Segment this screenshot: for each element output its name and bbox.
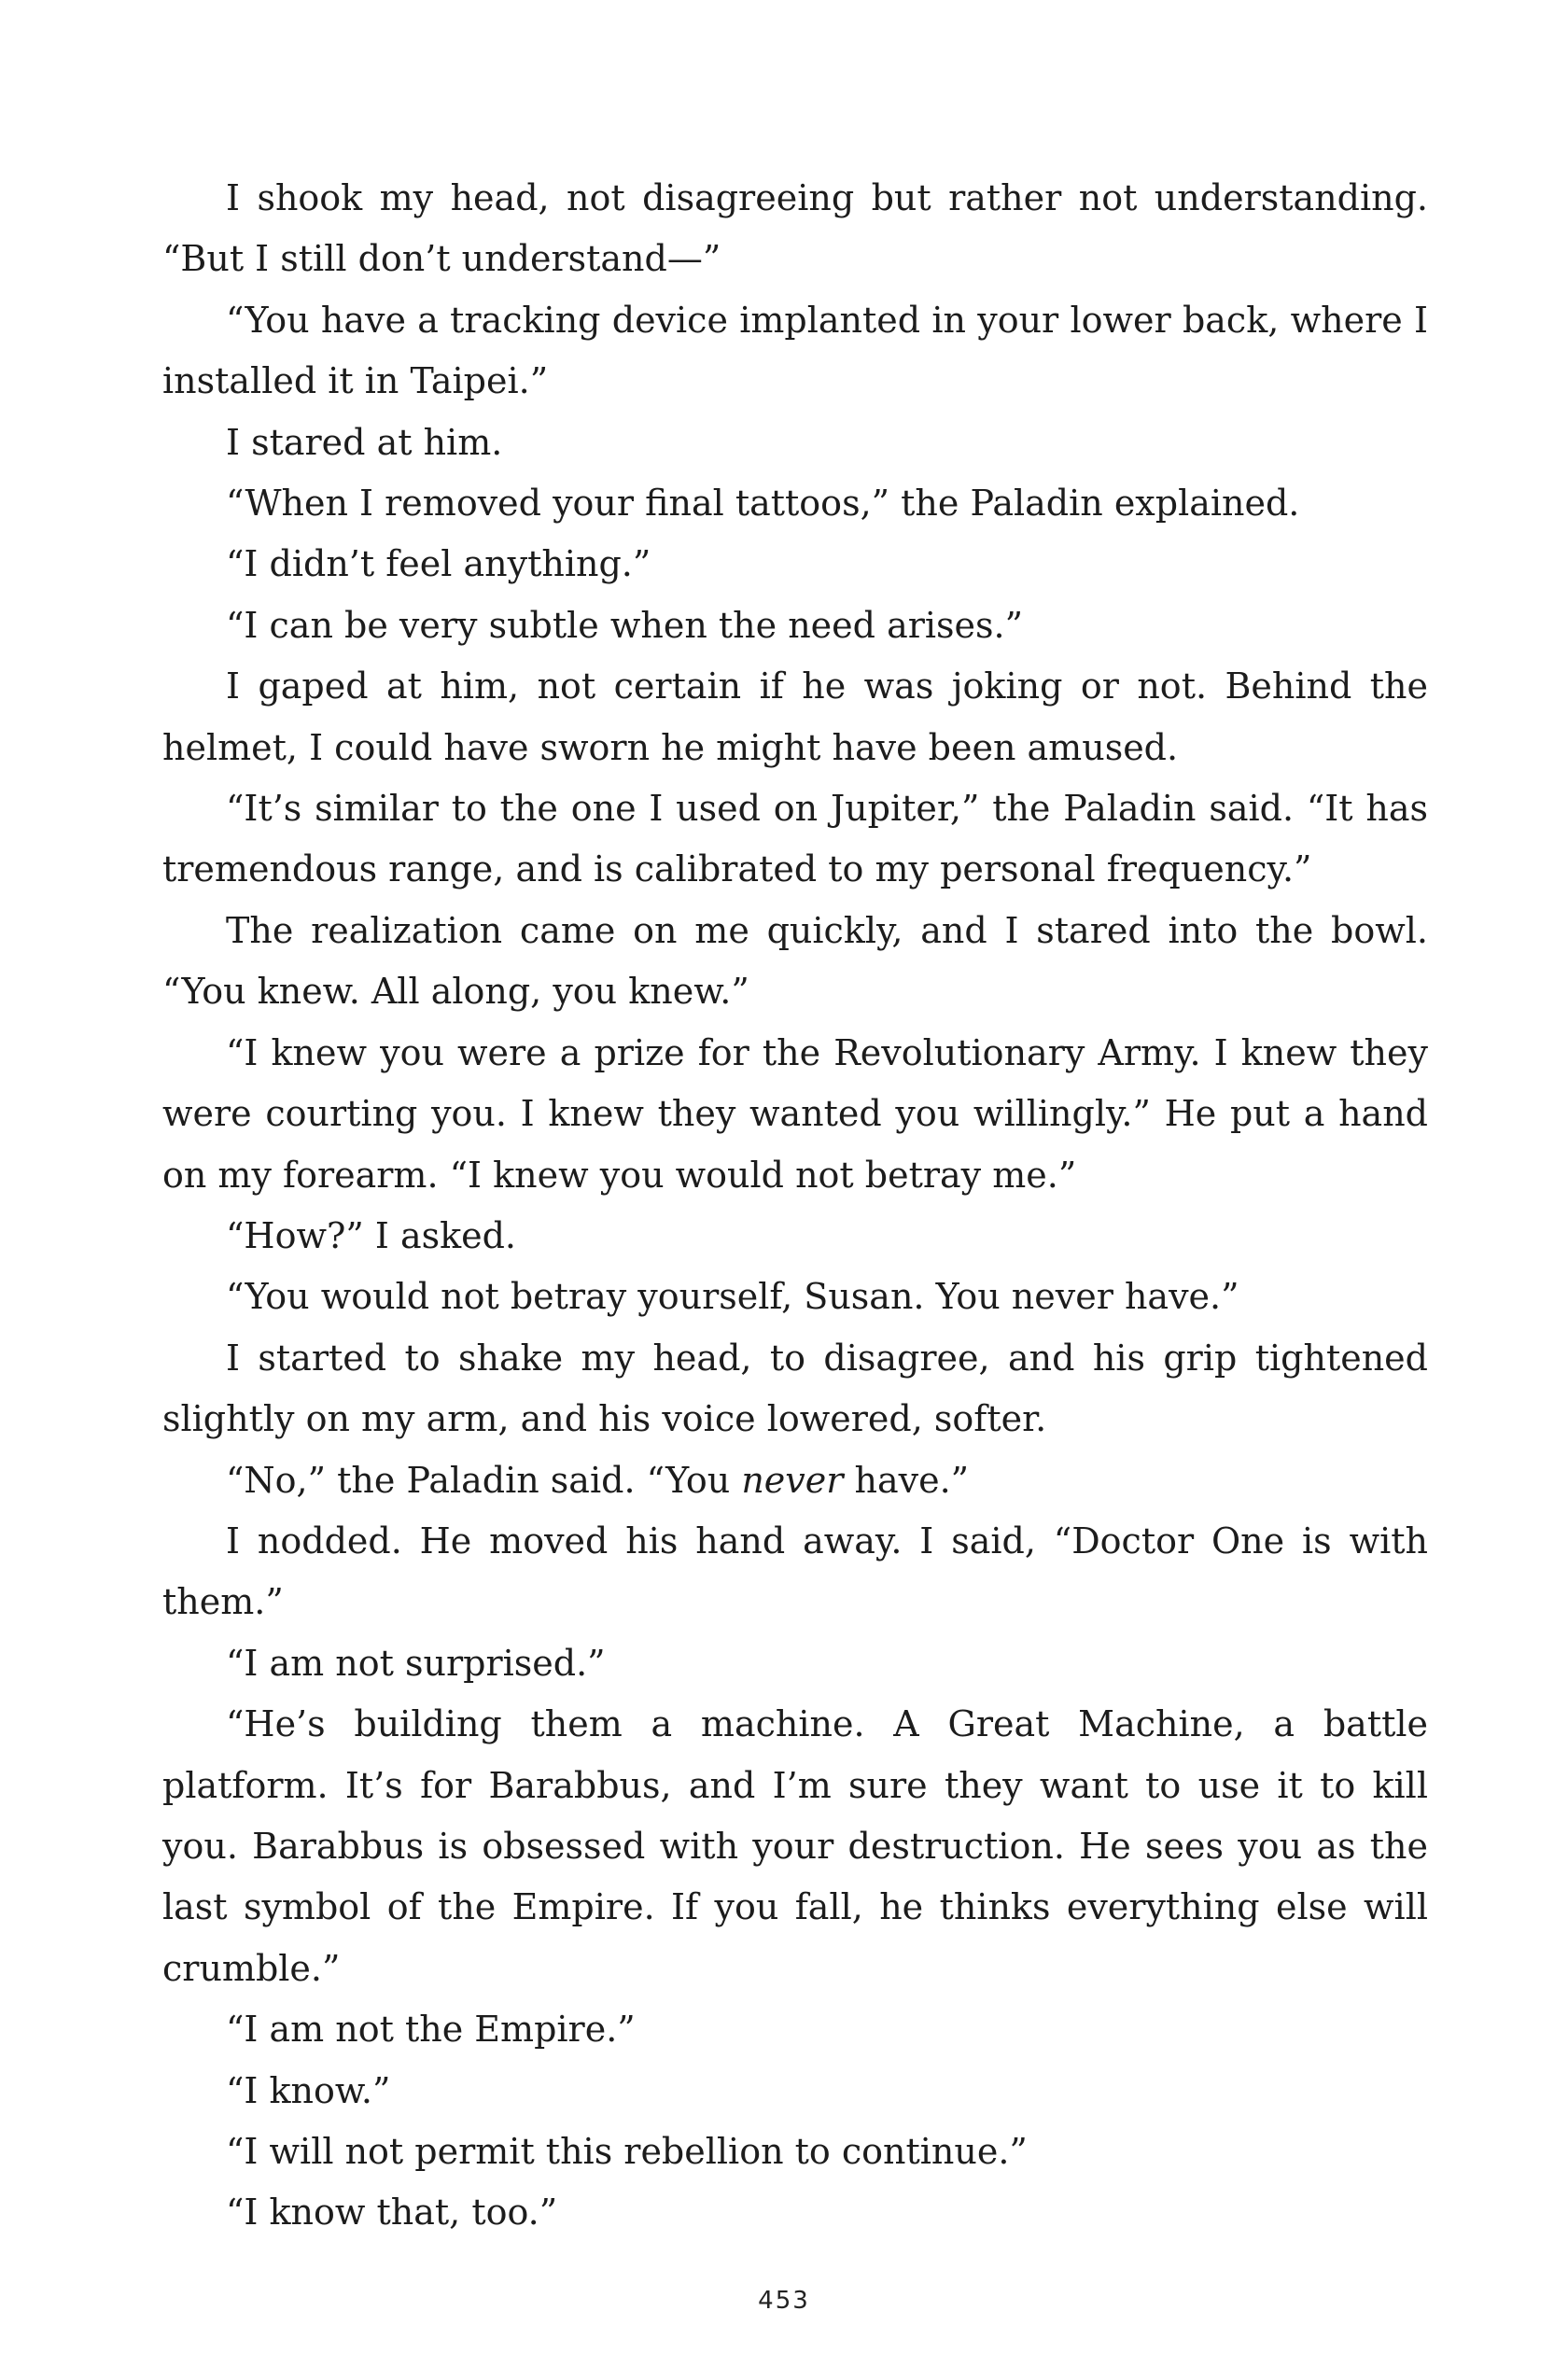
paragraph-16: “I am not surprised.”: [226, 1642, 606, 1684]
paragraph-14-before: “No,” the Paladin said. “You: [226, 1459, 742, 1501]
paragraph-04: “When I removed your final tattoos,” the Paladin explained.: [226, 483, 1300, 525]
paragraph-14: [162, 1450, 1428, 1511]
paragraph-21: “I know that, too.”: [226, 2192, 558, 2234]
paragraph-12: “You would not betray yourself, Susan. You never have.”: [226, 1276, 1239, 1318]
paragraph-08: “It’s similar to the one I used on Jupiter,” the Paladin said. “It has tremendous range, and is calibrated to my personal frequency.”: [162, 788, 1428, 890]
paragraph-11: “How?” I asked.: [226, 1214, 517, 1256]
paragraph-03: I stared at him.: [226, 421, 503, 463]
paragraph-13: I started to shake my head, to disagree, and his grip tightened slightly on my arm, and his voice lowered, softer.: [162, 1337, 1428, 1440]
paragraph-07: I gaped at him, not certain if he was joking or not. Behind the helmet, I could have sworn he might have been amused.: [162, 665, 1428, 768]
paragraph-01: I shook my head, not disagreeing but rather not understanding. “But I still don’t understand—”: [162, 177, 1428, 280]
paragraph-05: “I didn’t feel anything.”: [226, 543, 651, 585]
paragraph-09: The realization came on me quickly, and I stared into the bowl. “You knew. All along, you knew.”: [162, 909, 1428, 1013]
paragraph-18: “I am not the Empire.”: [226, 2009, 636, 2051]
paragraph-15: I nodded. He moved his hand away. I said, “Doctor One is with them.”: [162, 1520, 1428, 1623]
paragraph-10: “I knew you were a prize for the Revolutionary Army. I knew they were courting you. I knew they wanted you willingly.” He put a hand on my forearm. “I knew you would not betray me.”: [162, 1031, 1428, 1196]
page-body-text: [162, 168, 1428, 2244]
paragraph-19: “I know.”: [226, 2069, 391, 2111]
paragraph-17: “He’s building them a machine. A Great Machine, a battle platform. It’s for Barabbus, and I’m sure they want to use it to kill you. Barabbus is obsessed with your destruction. He sees you as the last symbol of the Empire. If you fall, he thinks everything else will crumble.”: [162, 1703, 1428, 1989]
page-number: 453: [758, 2287, 810, 2315]
paragraph-06: “I can be very subtle when the need arises.”: [226, 604, 1024, 646]
paragraph-14-after: have.”: [843, 1459, 970, 1501]
paragraph-14-emphasis: never: [741, 1459, 844, 1501]
paragraph-20: “I will not permit this rebellion to continue.”: [226, 2131, 1028, 2172]
paragraph-02: “You have a tracking device implanted in your lower back, where I installed it in Taipei.”: [162, 299, 1428, 402]
